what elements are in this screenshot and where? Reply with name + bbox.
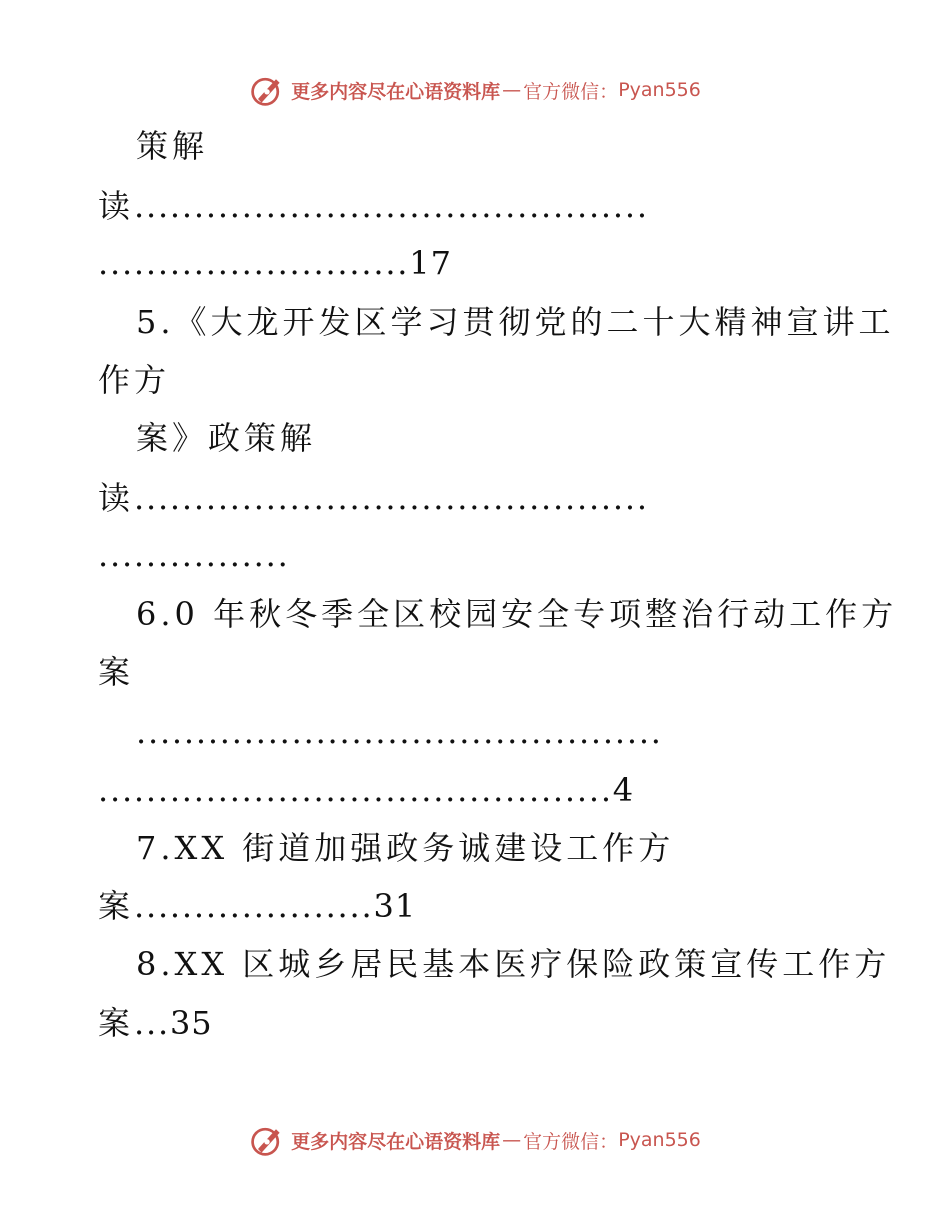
footer-wechat-label: 官方微信： [523, 1130, 619, 1153]
footer-brand-text: 更多内容尽在心语资料库 [291, 1130, 501, 1153]
toc-line [136, 712, 663, 752]
toc-leader-dots: ........................................... [98, 771, 613, 809]
footer-wechat-id: Pyan556 [618, 1129, 701, 1151]
toc-line-text: 8.XX 区城乡居民基本医疗保险政策宣传工作方 [136, 945, 891, 983]
header-brand-text: 更多内容尽在心语资料库 [291, 80, 501, 103]
toc-leader-dots: ........................................... [134, 479, 649, 517]
toc-line [136, 302, 895, 342]
header-separator: — [502, 79, 522, 101]
toc-page-number: 17 [409, 244, 452, 282]
toc-line [98, 535, 290, 575]
header-banner [0, 70, 950, 110]
toc-leader-dots: .......................... [98, 244, 410, 282]
toc-line [98, 360, 170, 400]
toc-page-number: 35 [169, 1004, 213, 1042]
toc-line-text: 案 [98, 653, 135, 691]
footer-separator: — [502, 1129, 522, 1151]
footer-banner [0, 1120, 950, 1160]
toc-line [98, 243, 452, 283]
toc-line [98, 478, 649, 518]
toc-line [98, 770, 634, 810]
toc-line [98, 886, 416, 926]
toc-line [136, 944, 890, 984]
toc-leader-dots: ... [134, 1004, 170, 1042]
toc-line [136, 594, 897, 634]
toc-line-text: 7.XX 街道加强政务诚建设工作方 [136, 829, 675, 867]
toc-leader-dots: ................ [98, 536, 290, 574]
toc-line-text: 案 [98, 1004, 135, 1042]
toc-line-text: 案 [98, 887, 135, 925]
toc-line [98, 186, 649, 226]
header-wechat-id: Pyan556 [618, 79, 701, 101]
toc-line [136, 828, 674, 868]
toc-line-text: 读 [98, 479, 135, 517]
header-wechat-label: 官方微信： [523, 80, 619, 103]
toc-page-number: 31 [373, 887, 417, 925]
toc-line-text: 案》政策解 [136, 419, 317, 457]
toc-leader-dots: ............................................ [136, 713, 663, 751]
toc-line-text: 读 [98, 187, 135, 225]
toc-line-text: 6.0 年秋冬季全区校园安全专项整治行动工作方 [136, 595, 898, 633]
toc-line [136, 418, 316, 458]
toc-line [98, 652, 134, 692]
pen-logo-icon [249, 1122, 285, 1158]
pen-logo-icon [249, 72, 285, 108]
toc-line-text: 策解 [136, 127, 209, 165]
toc-line [98, 1003, 213, 1043]
toc-page-number: 4 [612, 771, 635, 809]
toc-line [136, 126, 208, 166]
toc-line-text: 作方 [98, 361, 171, 399]
toc-leader-dots: .................... [134, 887, 374, 925]
toc-line-text: 5.《大龙开发区学习贯彻党的二十大精神宣讲工 [136, 303, 895, 341]
toc-leader-dots: ........................................... [134, 187, 649, 225]
